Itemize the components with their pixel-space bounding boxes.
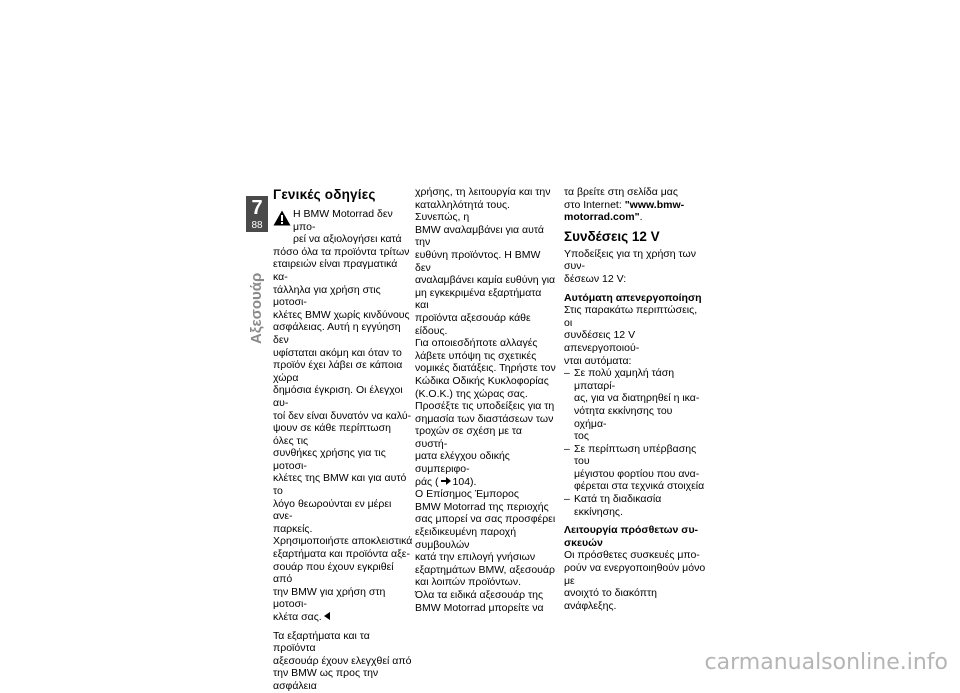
paragraph (564, 248, 706, 286)
text-line: σκευών (564, 536, 603, 549)
warning-line: ρεί να αξιολογήσει κατά (293, 233, 402, 246)
paragraph (415, 589, 557, 614)
text-line-end (273, 611, 413, 624)
text-line: τος (574, 430, 589, 443)
paragraph (564, 304, 706, 367)
text-line: συνδέσεις 12 V απενεργοποιού- (564, 329, 640, 354)
column-3 (564, 186, 706, 612)
end-of-section-icon (324, 612, 330, 620)
text-line: δημόσια έγκριση. Οι έλεγχοι αυ- (273, 384, 403, 409)
text-line: μέγιστου φορτίου που ανα- (574, 467, 700, 480)
text-line: Ο Επίσημος Έμπορος (415, 488, 519, 501)
text-line: πόσο όλα τα προϊόντα τρίτων (273, 245, 410, 258)
text-line (564, 199, 706, 212)
text-line: ασφάλειας. Αυτή η εγγύηση δεν (273, 321, 401, 346)
paragraph (564, 549, 706, 612)
text-line: εξαρτήματα και προϊόντα αξε- (273, 548, 410, 561)
text-line: – Κατά τη διαδικασία εκκίνησης. (574, 493, 662, 518)
paragraph (415, 488, 557, 589)
paragraph (415, 186, 557, 337)
section-label: Αξεσουάρ (248, 272, 265, 344)
text-line: τοί δεν είναι δυνατόν να καλύ- (273, 409, 412, 422)
paragraph (273, 535, 413, 623)
text-line: (Κ.Ο.Κ.) της χώρας σας. (415, 387, 528, 400)
text-line: Υποδείξεις για τη χρήση των συν- (564, 247, 696, 273)
text-line: προϊόν έχει λάβει σε κάποια χώρα (273, 359, 403, 384)
paragraph (564, 186, 706, 224)
text-line: εξαρτημάτων BMW, αξεσουάρ (415, 563, 555, 576)
text-span: ράς ( (415, 475, 439, 488)
text-line: εταιρειών είναι πραγματικά κα- (273, 258, 398, 283)
text-line: Προσέξτε τις υποδείξεις για τη (415, 400, 555, 413)
text-line: εξειδικευμένη παροχή συμβουλών (415, 526, 517, 551)
text-line: ματα ελέγχου οδικής συμπεριφο- (415, 450, 510, 476)
text-line: ρούν να ενεργοποιηθούν μόνο με (564, 562, 706, 587)
text-line: και λοιπών προϊόντων. (415, 576, 522, 589)
text-line: κλέτες της BMW και για αυτό το (273, 472, 407, 498)
text-line: σας μπορεί να σας προσφέρει (415, 513, 556, 526)
text-line: συνθήκες χρήσης για τις μοτοσι- (273, 447, 386, 472)
text-line: σημασία των διαστάσεων των (415, 412, 554, 425)
warning-block (273, 208, 413, 246)
warning-line: Η BMW Motorrad δεν μπο- (293, 208, 393, 233)
text-line: BMW Motorrad μπορείτε να (415, 601, 544, 614)
text-span: στο Internet: (564, 198, 625, 211)
watermark: carmanualsonline.info (704, 650, 948, 675)
list-item (564, 443, 706, 493)
text-line: φέρεται στα τεχνικά στοιχεία (574, 480, 705, 493)
section-title-general: Γενικές οδηγίες (273, 187, 376, 202)
text-line: Για οποιεσδήποτε αλλαγές (415, 337, 538, 350)
text-line: Χρησιμοποιήστε αποκλειστικά (273, 535, 413, 548)
text-line: Λειτουργία πρόσθετων συ- (564, 524, 699, 537)
list-item (564, 493, 706, 518)
text-span: . (639, 211, 643, 224)
text-line: νται αυτόματα: (564, 354, 632, 367)
paragraph (415, 400, 557, 488)
text-line: τα βρείτε στη σελίδα μας (564, 186, 678, 198)
text-line: την BMW για χρήση στη μοτοσι- (273, 585, 386, 611)
text-line: αναλαμβάνει καμία ευθύνη για (415, 274, 556, 287)
text-line: προϊόντα αξεσουάρ κάθε είδους. (415, 311, 531, 337)
website-link[interactable]: motorrad.com" (564, 211, 640, 224)
text-line: – Σε περίπτωση υπέρβασης του (574, 442, 697, 468)
shutoff-conditions-list (564, 367, 706, 518)
subheading-auto-shutoff: Αυτόματη απενεργοποίηση (564, 291, 702, 304)
text-line: υφίσταται ακόμη και όταν το (273, 346, 402, 359)
text-span: 104). (452, 475, 477, 488)
text-line: Στις παρακάτω περιπτώσεις, οι (564, 304, 698, 329)
list-item (564, 367, 706, 443)
text-line: λόγο θεωρούνται εν μέρει ανε- (273, 497, 392, 523)
text-line: Όλα τα ειδικά αξεσουάρ της (415, 589, 544, 601)
text-line: Τα εξαρτήματα και τα προϊόντα (273, 629, 370, 655)
arrow-right-icon (441, 477, 451, 485)
text-line: τροχών σε σχέση με τα συστή- (415, 425, 522, 450)
text-line: νότητα εκκίνησης του οχήμα- (574, 404, 673, 430)
text-line: ευθύνη προϊόντος. Η BMW δεν (415, 248, 541, 274)
subheading-accessory-operation (564, 524, 706, 549)
paragraph (415, 337, 557, 400)
text-line: λάβετε υπόψη τις σχετικές (415, 349, 537, 362)
text-line: καταλληλότητά τους. Συνεπώς, η (415, 198, 510, 224)
section-title-12v: Συνδέσεις 12 V (564, 228, 660, 244)
text-line: παρκείς. (273, 522, 313, 535)
text-line: Οι πρόσθετες συσκευές μπο- (564, 549, 700, 562)
section-label-vertical (246, 234, 268, 344)
text-line: κλέτες BMW χωρίς κινδύνους (273, 308, 410, 321)
text-line: ας, για να διατηρηθεί η ικα- (574, 392, 700, 405)
text-line: σουάρ που έχουν εγκριθεί από (273, 560, 394, 586)
text-line: τάλληλα για χρήση στις μοτοσι- (273, 283, 381, 309)
page-reference[interactable] (415, 476, 557, 489)
text-line: ψουν σε κάθε περίπτωση όλες τις (273, 422, 391, 447)
paragraph (273, 630, 413, 693)
text-line: BMW Motorrad της περιοχής (415, 500, 549, 513)
text-line: νομικές διατάξεις. Τηρήστε τον (415, 362, 556, 375)
text-line: κατά την επιλογή γνήσιων (415, 551, 536, 564)
text-line: την BMW ως προς την ασφάλεια (273, 667, 379, 692)
website-link[interactable]: "www.bmw- (624, 198, 685, 211)
text-line (564, 211, 706, 224)
text-line: BMW αναλαμβάνει για αυτά την (415, 223, 544, 249)
text-line: μη εγκεκριμένα εξαρτήματα και (415, 286, 542, 312)
text-line: Κώδικα Οδικής Κυκλοφορίας (415, 374, 549, 387)
page-number: 88 (251, 220, 263, 231)
text-span: κλέτα σας. (273, 611, 322, 623)
text-line: ανοιχτό το διακόπτη ανάφλεξης. (564, 587, 657, 612)
column-1 (273, 186, 413, 693)
paragraph (273, 246, 413, 536)
warning-triangle-icon (273, 210, 291, 226)
text-line: αξεσουάρ έχουν ελεγχθεί από (273, 654, 412, 667)
chapter-number: 7 (251, 197, 263, 219)
text-line: χρήσης, τη λειτουργία και την (415, 186, 551, 198)
text-line: δέσεων 12 V: (564, 272, 627, 285)
text-line: – Σε πολύ χαμηλή τάση μπαταρί- (574, 367, 675, 392)
column-2 (415, 186, 557, 614)
